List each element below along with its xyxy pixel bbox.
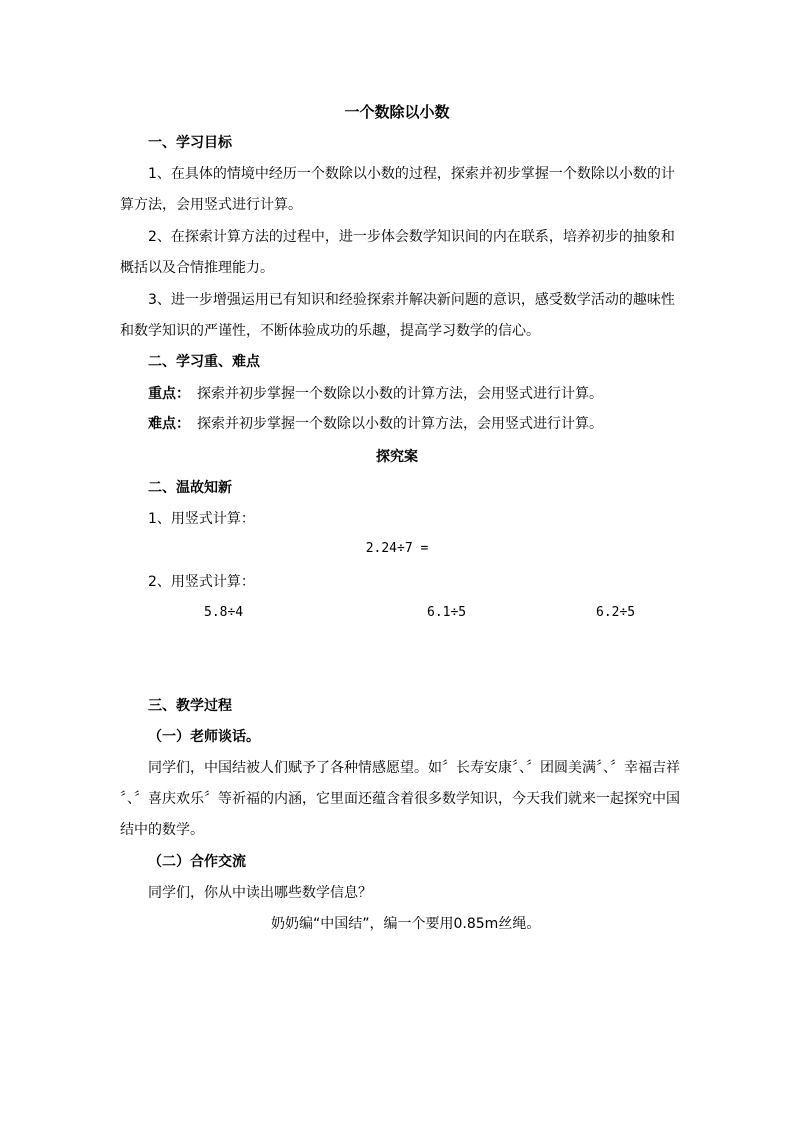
key-point-text: 探索并初步掌握一个数除以小数的计算方法，会用竖式进行计算。 xyxy=(197,386,603,402)
objective-2-line-1: 2、在探索计算方法的过程中，进一步体会数学知识间的内在联系，培养初步的抽象和 xyxy=(148,229,675,245)
section-heading-review: 二、温故知新 xyxy=(148,480,232,496)
key-point-label: 重点： xyxy=(148,386,190,402)
question-paragraph: 同学们，你从中读出哪些数学信息？ xyxy=(148,885,372,901)
section-heading-process: 三、教学过程 xyxy=(148,698,232,714)
review-expression-2a: 5.8÷4 xyxy=(204,605,244,620)
review-expression-2c: 6.2÷5 xyxy=(596,605,636,620)
review-question-1: 1、用竖式计算： xyxy=(148,511,255,527)
intro-paragraph-line-3: 结中的数学。 xyxy=(120,822,204,838)
section-heading-key-points: 二、学习重、难点 xyxy=(148,354,260,370)
objective-3-line-1: 3、进一步增强运用已有知识和经验探索并解决新问题的意识，感受数学活动的趣味性 xyxy=(148,292,675,308)
section-heading-objectives: 一、学习目标 xyxy=(148,135,232,151)
objective-2-line-2: 概括以及合情推理能力。 xyxy=(120,260,274,276)
objective-1-line-1: 1、在具体的情境中经历一个数除以小数的过程，探索并初步掌握一个数除以小数的计 xyxy=(148,166,675,182)
intro-paragraph-line-1: 同学们，中国结被人们赋予了各种情感愿望。如〞长寿安康〞、〞团圆美满〞、〞幸福吉祥 xyxy=(148,760,680,776)
objective-3-line-2: 和数学知识的严谨性，不断体验成功的乐趣，提高学习数学的信心。 xyxy=(120,323,540,339)
difficulty-label: 难点： xyxy=(148,416,190,432)
review-question-2: 2、用竖式计算： xyxy=(148,574,255,590)
document-title: 一个数除以小数 xyxy=(344,103,450,121)
review-expression-1: 2.24÷7 = xyxy=(365,541,429,556)
problem-statement: 奶奶编“中国结”，编一个要用0.85m丝绳。 xyxy=(271,916,541,932)
objective-1-line-2: 算方法，会用竖式进行计算。 xyxy=(120,197,302,213)
review-expression-2b: 6.1÷5 xyxy=(427,605,467,620)
difficulty-text: 探索并初步掌握一个数除以小数的计算方法，会用竖式进行计算。 xyxy=(197,416,603,432)
subheading-teacher-talk: （一）老师谈话。 xyxy=(148,729,260,745)
explore-title: 探究案 xyxy=(376,449,418,465)
subheading-cooperation: （二）合作交流 xyxy=(148,854,246,870)
intro-paragraph-line-2: 〞、〞喜庆欢乐〞等祈福的内涵，它里面还蕴含着很多数学知识，今天我们就来一起探究中国 xyxy=(120,791,680,807)
